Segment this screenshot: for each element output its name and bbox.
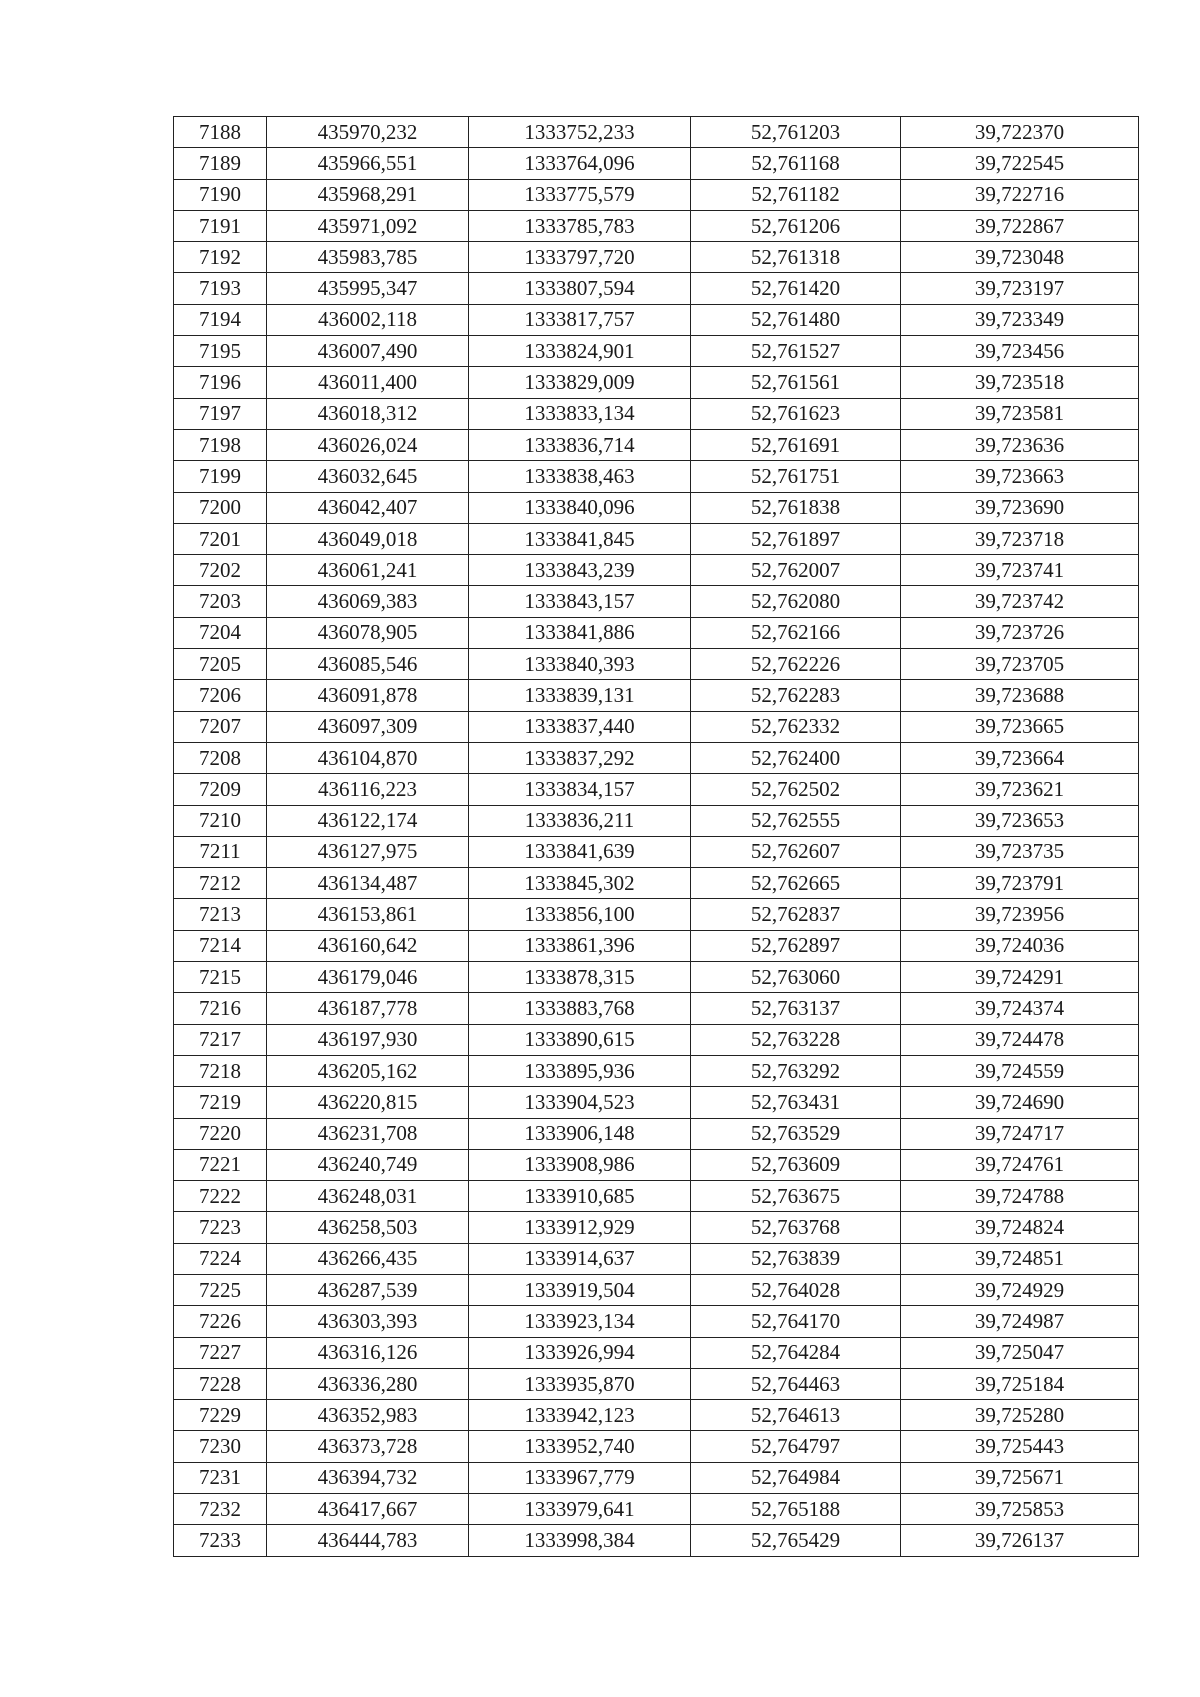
latitude-cell: 52,762007 [691, 555, 901, 586]
longitude-cell: 39,724788 [901, 1181, 1139, 1212]
longitude-cell: 39,723741 [901, 555, 1139, 586]
point-number-cell: 7201 [174, 523, 267, 554]
y-coordinate-cell: 1333837,440 [469, 711, 691, 742]
table-row [174, 930, 1139, 961]
table-row [174, 1306, 1139, 1337]
y-coordinate-cell: 1333952,740 [469, 1431, 691, 1462]
table-row [174, 492, 1139, 523]
table-row [174, 1181, 1139, 1212]
longitude-cell: 39,722545 [901, 148, 1139, 179]
longitude-cell: 39,723735 [901, 836, 1139, 867]
x-coordinate-cell: 436352,983 [267, 1400, 469, 1431]
latitude-cell: 52,761420 [691, 273, 901, 304]
table-row [174, 336, 1139, 367]
latitude-cell: 52,763529 [691, 1118, 901, 1149]
point-number-cell: 7204 [174, 617, 267, 648]
y-coordinate-cell: 1333785,783 [469, 210, 691, 241]
y-coordinate-cell: 1333841,886 [469, 617, 691, 648]
longitude-cell: 39,723664 [901, 742, 1139, 773]
longitude-cell: 39,725443 [901, 1431, 1139, 1462]
longitude-cell: 39,724717 [901, 1118, 1139, 1149]
table-row [174, 774, 1139, 805]
point-number-cell: 7224 [174, 1243, 267, 1274]
table-row [174, 461, 1139, 492]
point-number-cell: 7194 [174, 304, 267, 335]
x-coordinate-cell: 436160,642 [267, 930, 469, 961]
x-coordinate-cell: 436042,407 [267, 492, 469, 523]
y-coordinate-cell: 1333904,523 [469, 1087, 691, 1118]
x-coordinate-cell: 435983,785 [267, 242, 469, 273]
y-coordinate-cell: 1333833,134 [469, 398, 691, 429]
latitude-cell: 52,764984 [691, 1462, 901, 1493]
point-number-cell: 7197 [174, 398, 267, 429]
x-coordinate-cell: 436134,487 [267, 868, 469, 899]
x-coordinate-cell: 436007,490 [267, 336, 469, 367]
x-coordinate-cell: 436061,241 [267, 555, 469, 586]
latitude-cell: 52,762897 [691, 930, 901, 961]
latitude-cell: 52,764613 [691, 1400, 901, 1431]
table-row [174, 555, 1139, 586]
x-coordinate-cell: 436018,312 [267, 398, 469, 429]
latitude-cell: 52,762080 [691, 586, 901, 617]
point-number-cell: 7233 [174, 1525, 267, 1556]
table-row [174, 1400, 1139, 1431]
longitude-cell: 39,723690 [901, 492, 1139, 523]
table-row [174, 523, 1139, 554]
point-number-cell: 7223 [174, 1212, 267, 1243]
table-row [174, 179, 1139, 210]
table-row [174, 1024, 1139, 1055]
point-number-cell: 7199 [174, 461, 267, 492]
longitude-cell: 39,724824 [901, 1212, 1139, 1243]
y-coordinate-cell: 1333838,463 [469, 461, 691, 492]
x-coordinate-cell: 436127,975 [267, 836, 469, 867]
x-coordinate-cell: 435995,347 [267, 273, 469, 304]
x-coordinate-cell: 436258,503 [267, 1212, 469, 1243]
y-coordinate-cell: 1333840,096 [469, 492, 691, 523]
y-coordinate-cell: 1333836,714 [469, 429, 691, 460]
latitude-cell: 52,763609 [691, 1149, 901, 1180]
x-coordinate-cell: 436205,162 [267, 1055, 469, 1086]
longitude-cell: 39,725280 [901, 1400, 1139, 1431]
table-row [174, 1274, 1139, 1305]
table-row [174, 993, 1139, 1024]
latitude-cell: 52,763839 [691, 1243, 901, 1274]
y-coordinate-cell: 1333926,994 [469, 1337, 691, 1368]
y-coordinate-cell: 1333856,100 [469, 899, 691, 930]
point-number-cell: 7214 [174, 930, 267, 961]
latitude-cell: 52,761318 [691, 242, 901, 273]
latitude-cell: 52,762332 [691, 711, 901, 742]
longitude-cell: 39,724036 [901, 930, 1139, 961]
longitude-cell: 39,723518 [901, 367, 1139, 398]
table-row [174, 649, 1139, 680]
latitude-cell: 52,761897 [691, 523, 901, 554]
x-coordinate-cell: 436097,309 [267, 711, 469, 742]
latitude-cell: 52,763060 [691, 962, 901, 993]
y-coordinate-cell: 1333837,292 [469, 742, 691, 773]
x-coordinate-cell: 436240,749 [267, 1149, 469, 1180]
latitude-cell: 52,762166 [691, 617, 901, 648]
latitude-cell: 52,765188 [691, 1494, 901, 1525]
y-coordinate-cell: 1333843,157 [469, 586, 691, 617]
x-coordinate-cell: 436026,024 [267, 429, 469, 460]
x-coordinate-cell: 436373,728 [267, 1431, 469, 1462]
longitude-cell: 39,723621 [901, 774, 1139, 805]
longitude-cell: 39,723636 [901, 429, 1139, 460]
x-coordinate-cell: 436287,539 [267, 1274, 469, 1305]
point-number-cell: 7200 [174, 492, 267, 523]
x-coordinate-cell: 436394,732 [267, 1462, 469, 1493]
point-number-cell: 7215 [174, 962, 267, 993]
y-coordinate-cell: 1333935,870 [469, 1368, 691, 1399]
x-coordinate-cell: 436444,783 [267, 1525, 469, 1556]
point-number-cell: 7217 [174, 1024, 267, 1055]
point-number-cell: 7212 [174, 868, 267, 899]
point-number-cell: 7206 [174, 680, 267, 711]
x-coordinate-cell: 436197,930 [267, 1024, 469, 1055]
point-number-cell: 7228 [174, 1368, 267, 1399]
table-row [174, 429, 1139, 460]
y-coordinate-cell: 1333807,594 [469, 273, 691, 304]
x-coordinate-cell: 436032,645 [267, 461, 469, 492]
latitude-cell: 52,764797 [691, 1431, 901, 1462]
y-coordinate-cell: 1333861,396 [469, 930, 691, 961]
table-row [174, 1494, 1139, 1525]
latitude-cell: 52,761623 [691, 398, 901, 429]
longitude-cell: 39,723663 [901, 461, 1139, 492]
latitude-cell: 52,761206 [691, 210, 901, 241]
x-coordinate-cell: 436049,018 [267, 523, 469, 554]
y-coordinate-cell: 1333817,757 [469, 304, 691, 335]
point-number-cell: 7195 [174, 336, 267, 367]
longitude-cell: 39,723956 [901, 899, 1139, 930]
x-coordinate-cell: 436122,174 [267, 805, 469, 836]
latitude-cell: 52,763292 [691, 1055, 901, 1086]
longitude-cell: 39,726137 [901, 1525, 1139, 1556]
x-coordinate-cell: 436417,667 [267, 1494, 469, 1525]
x-coordinate-cell: 436179,046 [267, 962, 469, 993]
table-row [174, 398, 1139, 429]
y-coordinate-cell: 1333840,393 [469, 649, 691, 680]
table-row [174, 1055, 1139, 1086]
y-coordinate-cell: 1333914,637 [469, 1243, 691, 1274]
longitude-cell: 39,723688 [901, 680, 1139, 711]
table-row [174, 742, 1139, 773]
x-coordinate-cell: 436303,393 [267, 1306, 469, 1337]
longitude-cell: 39,723197 [901, 273, 1139, 304]
longitude-cell: 39,724374 [901, 993, 1139, 1024]
longitude-cell: 39,724291 [901, 962, 1139, 993]
table-row [174, 1149, 1139, 1180]
table-row [174, 148, 1139, 179]
latitude-cell: 52,761203 [691, 117, 901, 148]
point-number-cell: 7219 [174, 1087, 267, 1118]
point-number-cell: 7221 [174, 1149, 267, 1180]
table-row [174, 586, 1139, 617]
point-number-cell: 7229 [174, 1400, 267, 1431]
latitude-cell: 52,761838 [691, 492, 901, 523]
table-row [174, 242, 1139, 273]
latitude-cell: 52,761691 [691, 429, 901, 460]
x-coordinate-cell: 436078,905 [267, 617, 469, 648]
y-coordinate-cell: 1333839,131 [469, 680, 691, 711]
x-coordinate-cell: 436231,708 [267, 1118, 469, 1149]
table-row [174, 1118, 1139, 1149]
y-coordinate-cell: 1333908,986 [469, 1149, 691, 1180]
table-row [174, 304, 1139, 335]
latitude-cell: 52,762665 [691, 868, 901, 899]
table-row [174, 1337, 1139, 1368]
point-number-cell: 7196 [174, 367, 267, 398]
point-number-cell: 7218 [174, 1055, 267, 1086]
point-number-cell: 7230 [174, 1431, 267, 1462]
longitude-cell: 39,722716 [901, 179, 1139, 210]
latitude-cell: 52,763228 [691, 1024, 901, 1055]
longitude-cell: 39,723456 [901, 336, 1139, 367]
point-number-cell: 7202 [174, 555, 267, 586]
latitude-cell: 52,764170 [691, 1306, 901, 1337]
longitude-cell: 39,723718 [901, 523, 1139, 554]
x-coordinate-cell: 436104,870 [267, 742, 469, 773]
point-number-cell: 7225 [174, 1274, 267, 1305]
point-number-cell: 7203 [174, 586, 267, 617]
x-coordinate-cell: 435970,232 [267, 117, 469, 148]
latitude-cell: 52,761168 [691, 148, 901, 179]
longitude-cell: 39,723048 [901, 242, 1139, 273]
y-coordinate-cell: 1333824,901 [469, 336, 691, 367]
table-row [174, 210, 1139, 241]
y-coordinate-cell: 1333967,779 [469, 1462, 691, 1493]
point-number-cell: 7208 [174, 742, 267, 773]
longitude-cell: 39,723653 [901, 805, 1139, 836]
point-number-cell: 7220 [174, 1118, 267, 1149]
longitude-cell: 39,723726 [901, 617, 1139, 648]
point-number-cell: 7198 [174, 429, 267, 460]
table-row [174, 836, 1139, 867]
x-coordinate-cell: 435971,092 [267, 210, 469, 241]
latitude-cell: 52,763675 [691, 1181, 901, 1212]
longitude-cell: 39,724761 [901, 1149, 1139, 1180]
y-coordinate-cell: 1333923,134 [469, 1306, 691, 1337]
x-coordinate-cell: 436187,778 [267, 993, 469, 1024]
longitude-cell: 39,724987 [901, 1306, 1139, 1337]
y-coordinate-cell: 1333883,768 [469, 993, 691, 1024]
point-number-cell: 7226 [174, 1306, 267, 1337]
latitude-cell: 52,762607 [691, 836, 901, 867]
y-coordinate-cell: 1333843,239 [469, 555, 691, 586]
y-coordinate-cell: 1333919,504 [469, 1274, 691, 1305]
point-number-cell: 7232 [174, 1494, 267, 1525]
latitude-cell: 52,763431 [691, 1087, 901, 1118]
table-row [174, 273, 1139, 304]
point-number-cell: 7191 [174, 210, 267, 241]
latitude-cell: 52,761527 [691, 336, 901, 367]
y-coordinate-cell: 1333906,148 [469, 1118, 691, 1149]
latitude-cell: 52,762837 [691, 899, 901, 930]
latitude-cell: 52,765429 [691, 1525, 901, 1556]
x-coordinate-cell: 436316,126 [267, 1337, 469, 1368]
point-number-cell: 7231 [174, 1462, 267, 1493]
longitude-cell: 39,722867 [901, 210, 1139, 241]
latitude-cell: 52,761751 [691, 461, 901, 492]
table-row [174, 899, 1139, 930]
y-coordinate-cell: 1333890,615 [469, 1024, 691, 1055]
table-row [174, 1087, 1139, 1118]
y-coordinate-cell: 1333841,845 [469, 523, 691, 554]
y-coordinate-cell: 1333979,641 [469, 1494, 691, 1525]
latitude-cell: 52,762555 [691, 805, 901, 836]
latitude-cell: 52,762502 [691, 774, 901, 805]
x-coordinate-cell: 436002,118 [267, 304, 469, 335]
y-coordinate-cell: 1333829,009 [469, 367, 691, 398]
table-row [174, 1431, 1139, 1462]
point-number-cell: 7211 [174, 836, 267, 867]
latitude-cell: 52,763768 [691, 1212, 901, 1243]
longitude-cell: 39,723349 [901, 304, 1139, 335]
latitude-cell: 52,763137 [691, 993, 901, 1024]
latitude-cell: 52,762283 [691, 680, 901, 711]
y-coordinate-cell: 1333912,929 [469, 1212, 691, 1243]
x-coordinate-cell: 436336,280 [267, 1368, 469, 1399]
x-coordinate-cell: 436091,878 [267, 680, 469, 711]
y-coordinate-cell: 1333836,211 [469, 805, 691, 836]
point-number-cell: 7207 [174, 711, 267, 742]
point-number-cell: 7193 [174, 273, 267, 304]
longitude-cell: 39,723705 [901, 649, 1139, 680]
longitude-cell: 39,724690 [901, 1087, 1139, 1118]
y-coordinate-cell: 1333841,639 [469, 836, 691, 867]
point-number-cell: 7205 [174, 649, 267, 680]
point-number-cell: 7216 [174, 993, 267, 1024]
coordinates-table-body [174, 117, 1139, 1557]
latitude-cell: 52,764463 [691, 1368, 901, 1399]
table-row [174, 367, 1139, 398]
x-coordinate-cell: 436220,815 [267, 1087, 469, 1118]
longitude-cell: 39,723742 [901, 586, 1139, 617]
point-number-cell: 7190 [174, 179, 267, 210]
latitude-cell: 52,762400 [691, 742, 901, 773]
x-coordinate-cell: 436266,435 [267, 1243, 469, 1274]
longitude-cell: 39,725671 [901, 1462, 1139, 1493]
point-number-cell: 7192 [174, 242, 267, 273]
longitude-cell: 39,724478 [901, 1024, 1139, 1055]
y-coordinate-cell: 1333775,579 [469, 179, 691, 210]
longitude-cell: 39,724851 [901, 1243, 1139, 1274]
point-number-cell: 7227 [174, 1337, 267, 1368]
x-coordinate-cell: 436153,861 [267, 899, 469, 930]
longitude-cell: 39,725853 [901, 1494, 1139, 1525]
point-number-cell: 7213 [174, 899, 267, 930]
longitude-cell: 39,725184 [901, 1368, 1139, 1399]
point-number-cell: 7209 [174, 774, 267, 805]
table-row [174, 805, 1139, 836]
table-row [174, 1525, 1139, 1556]
longitude-cell: 39,723665 [901, 711, 1139, 742]
longitude-cell: 39,725047 [901, 1337, 1139, 1368]
y-coordinate-cell: 1333942,123 [469, 1400, 691, 1431]
x-coordinate-cell: 436011,400 [267, 367, 469, 398]
x-coordinate-cell: 436248,031 [267, 1181, 469, 1212]
y-coordinate-cell: 1333878,315 [469, 962, 691, 993]
table-row [174, 117, 1139, 148]
latitude-cell: 52,761561 [691, 367, 901, 398]
y-coordinate-cell: 1333797,720 [469, 242, 691, 273]
x-coordinate-cell: 436116,223 [267, 774, 469, 805]
latitude-cell: 52,764284 [691, 1337, 901, 1368]
x-coordinate-cell: 435966,551 [267, 148, 469, 179]
y-coordinate-cell: 1333910,685 [469, 1181, 691, 1212]
longitude-cell: 39,722370 [901, 117, 1139, 148]
table-row [174, 680, 1139, 711]
table-row [174, 617, 1139, 648]
table-row [174, 962, 1139, 993]
y-coordinate-cell: 1333834,157 [469, 774, 691, 805]
y-coordinate-cell: 1333895,936 [469, 1055, 691, 1086]
y-coordinate-cell: 1333764,096 [469, 148, 691, 179]
table-row [174, 1212, 1139, 1243]
x-coordinate-cell: 435968,291 [267, 179, 469, 210]
longitude-cell: 39,723791 [901, 868, 1139, 899]
coordinates-table [173, 116, 1139, 1557]
latitude-cell: 52,762226 [691, 649, 901, 680]
x-coordinate-cell: 436069,383 [267, 586, 469, 617]
y-coordinate-cell: 1333998,384 [469, 1525, 691, 1556]
x-coordinate-cell: 436085,546 [267, 649, 469, 680]
longitude-cell: 39,724929 [901, 1274, 1139, 1305]
y-coordinate-cell: 1333845,302 [469, 868, 691, 899]
table-row [174, 868, 1139, 899]
point-number-cell: 7188 [174, 117, 267, 148]
latitude-cell: 52,761480 [691, 304, 901, 335]
latitude-cell: 52,761182 [691, 179, 901, 210]
table-row [174, 1368, 1139, 1399]
table-row [174, 711, 1139, 742]
table-row [174, 1462, 1139, 1493]
longitude-cell: 39,724559 [901, 1055, 1139, 1086]
latitude-cell: 52,764028 [691, 1274, 901, 1305]
point-number-cell: 7210 [174, 805, 267, 836]
y-coordinate-cell: 1333752,233 [469, 117, 691, 148]
table-row [174, 1243, 1139, 1274]
point-number-cell: 7189 [174, 148, 267, 179]
longitude-cell: 39,723581 [901, 398, 1139, 429]
point-number-cell: 7222 [174, 1181, 267, 1212]
